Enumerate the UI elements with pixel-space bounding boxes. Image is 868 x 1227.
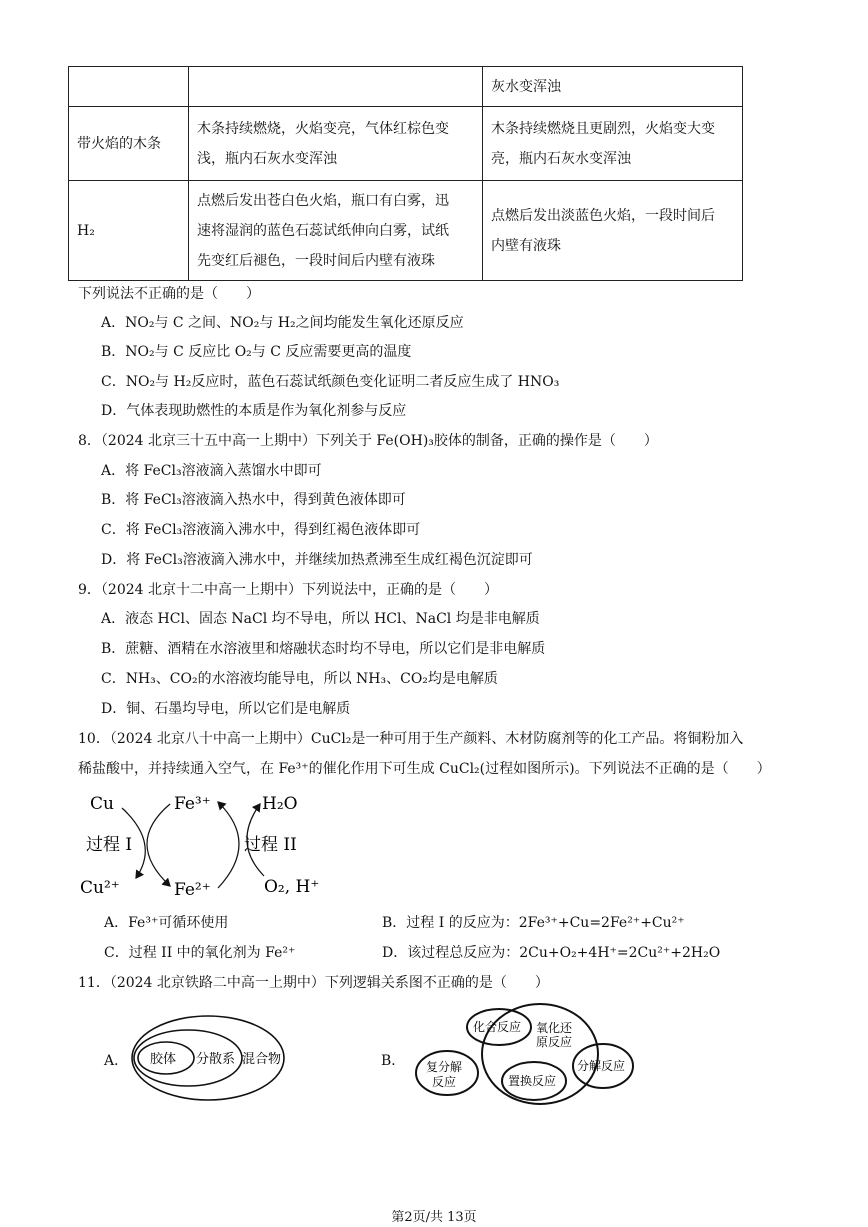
q9-option-d: D．铜、石墨均导电，所以它们是电解质	[101, 701, 351, 717]
q8-option-a: A．将 FeCl₃溶液滴入蒸馏水中即可	[101, 463, 322, 479]
q7-option-b: B．NO₂与 C 反应比 O₂与 C 反应需要更高的温度	[101, 344, 412, 360]
cell-line: 点燃后发出苍白色火焰，瓶口有白雾，迅	[197, 192, 449, 209]
q9-option-a: A．液态 HCl、固态 NaCl 均不导电，所以 HCl、NaCl 均是非电解质	[101, 611, 540, 627]
table-cell	[189, 181, 483, 281]
q10-option-d: D．该过程总反应为：2Cu+O₂+4H⁺=2Cu²⁺+2H₂O	[382, 945, 721, 961]
q11-stem: 11．（2024 北京铁路二中高一上期中）下列逻辑关系图不正确的是（ ）	[78, 975, 549, 991]
table-row	[69, 181, 743, 281]
q8-option-b: B．将 FeCl₃溶液滴入热水中，得到黄色液体即可	[101, 492, 406, 508]
double-decomp-label-line1: 复分解	[426, 1060, 463, 1074]
venn-diagram-b	[412, 1002, 644, 1112]
process-2-label: 过程 II	[244, 835, 297, 855]
cell-line: 先变红后褪色，一段时间后内壁有液珠	[197, 252, 435, 269]
cu2-label: Cu²⁺	[80, 878, 120, 898]
q10-stem-line2: 稀盐酸中，并持续通入空气，在 Fe³⁺的催化作用下可生成 CuCl₂(过程如图所示)。下列说法不正确的是（ ）	[78, 761, 771, 777]
cell-line: 亮，瓶内石灰水变浑浊	[491, 150, 631, 167]
q9-option-b: B．蔗糖、酒精在水溶液里和熔融状态时均不导电，所以它们是非电解质	[101, 641, 546, 657]
q7-option-d: D．气体表现助燃性的本质是作为氧化剂参与反应	[101, 403, 407, 419]
q7-option-c: C．NO₂与 H₂反应时，蓝色石蕊试纸颜色变化证明二者反应生成了 HNO₃	[101, 374, 560, 390]
q10-option-b: B．过程 I 的反应为：2Fe³⁺+Cu=2Fe²⁺+Cu²⁺	[382, 915, 685, 931]
q11-option-b-label: B．	[381, 1053, 406, 1069]
cell-line: 木条持续燃烧，火焰变亮，气体红棕色变	[197, 120, 449, 137]
q7-stem: 下列说法不正确的是（ ）	[78, 286, 260, 302]
q7-option-a: A．NO₂与 C 之间、NO₂与 H₂之间均能发生氧化还原反应	[101, 315, 464, 331]
fe2-label: Fe²⁺	[174, 880, 211, 900]
table-cell: H₂	[69, 181, 189, 281]
q9-stem: 9．（2024 北京十二中高一上期中）下列说法中，正确的是（ ）	[78, 582, 498, 598]
table-cell: 灰水变浑浊	[483, 67, 743, 107]
h2o-label: H₂O	[262, 794, 298, 814]
arrow-fe2-to-fe3	[218, 802, 239, 888]
q11-option-a-label: A．	[104, 1053, 129, 1069]
q10-stem-line1: 10．（2024 北京八十中高一上期中）CuCl₂是一种可用于生产颜料、木材防腐剂等的化工产品。将铜粉加入	[78, 731, 744, 747]
fe3-label: Fe³⁺	[174, 794, 211, 814]
experiment-table	[68, 66, 743, 281]
replacement-label: 置换反应	[508, 1074, 557, 1088]
cell-line: 浅，瓶内石灰水变浑浊	[197, 150, 337, 167]
arrow-fe3-to-fe2	[147, 804, 170, 886]
cell-line: 内壁有液珠	[491, 237, 561, 254]
o2-h-label: O₂, H⁺	[264, 877, 320, 897]
page-footer: 第2页/共 13页	[391, 1210, 477, 1225]
q10-option-c: C．过程 II 中的氧化剂为 Fe²⁺	[104, 945, 296, 961]
cycle-diagram	[72, 788, 332, 906]
q10-option-a: A．Fe³⁺可循环使用	[104, 915, 229, 931]
table-cell	[483, 181, 743, 281]
cell-line: 点燃后发出淡蓝色火焰，一段时间后	[491, 207, 715, 224]
q8-option-c: C．将 FeCl₃溶液滴入沸水中，得到红褐色液体即可	[101, 522, 421, 538]
table-row	[69, 107, 743, 181]
process-1-label: 过程 I	[86, 835, 133, 855]
cu-label: Cu	[90, 794, 114, 814]
table-cell: 带火焰的木条	[69, 107, 189, 181]
combination-label: 化合反应	[473, 1020, 522, 1034]
q8-stem: 8．（2024 北京三十五中高一上期中）下列关于 Fe(OH)₃胶体的制备，正确的操作是（ ）	[78, 433, 658, 449]
table-cell	[189, 67, 483, 107]
table-cell	[189, 107, 483, 181]
venn-diagram-a	[130, 1012, 290, 1104]
q9-option-c: C．NH₃、CO₂的水溶液均能导电，所以 NH₃、CO₂均是电解质	[101, 671, 498, 687]
table-cell	[483, 107, 743, 181]
decomposition-label: 分解反应	[577, 1059, 626, 1073]
q8-option-d: D．将 FeCl₃溶液滴入沸水中，并继续加热煮沸至生成红褐色沉淀即可	[101, 552, 533, 568]
mixture-label: 混合物	[242, 1052, 282, 1067]
colloid-label: 胶体	[150, 1052, 177, 1067]
cell-line: 木条持续燃烧且更剧烈，火焰变大变	[491, 120, 715, 137]
cell-line: 速将湿润的蓝色石蕊试纸伸向白雾，试纸	[197, 222, 449, 239]
ellipse-redox	[482, 1004, 598, 1104]
double-decomp-label-line2: 反应	[432, 1075, 457, 1089]
redox-label-line1: 氧化还	[536, 1021, 573, 1035]
table-row	[69, 67, 743, 107]
redox-label-line2: 原反应	[536, 1035, 573, 1049]
dispersion-label: 分散系	[196, 1052, 236, 1067]
table-cell	[69, 67, 189, 107]
